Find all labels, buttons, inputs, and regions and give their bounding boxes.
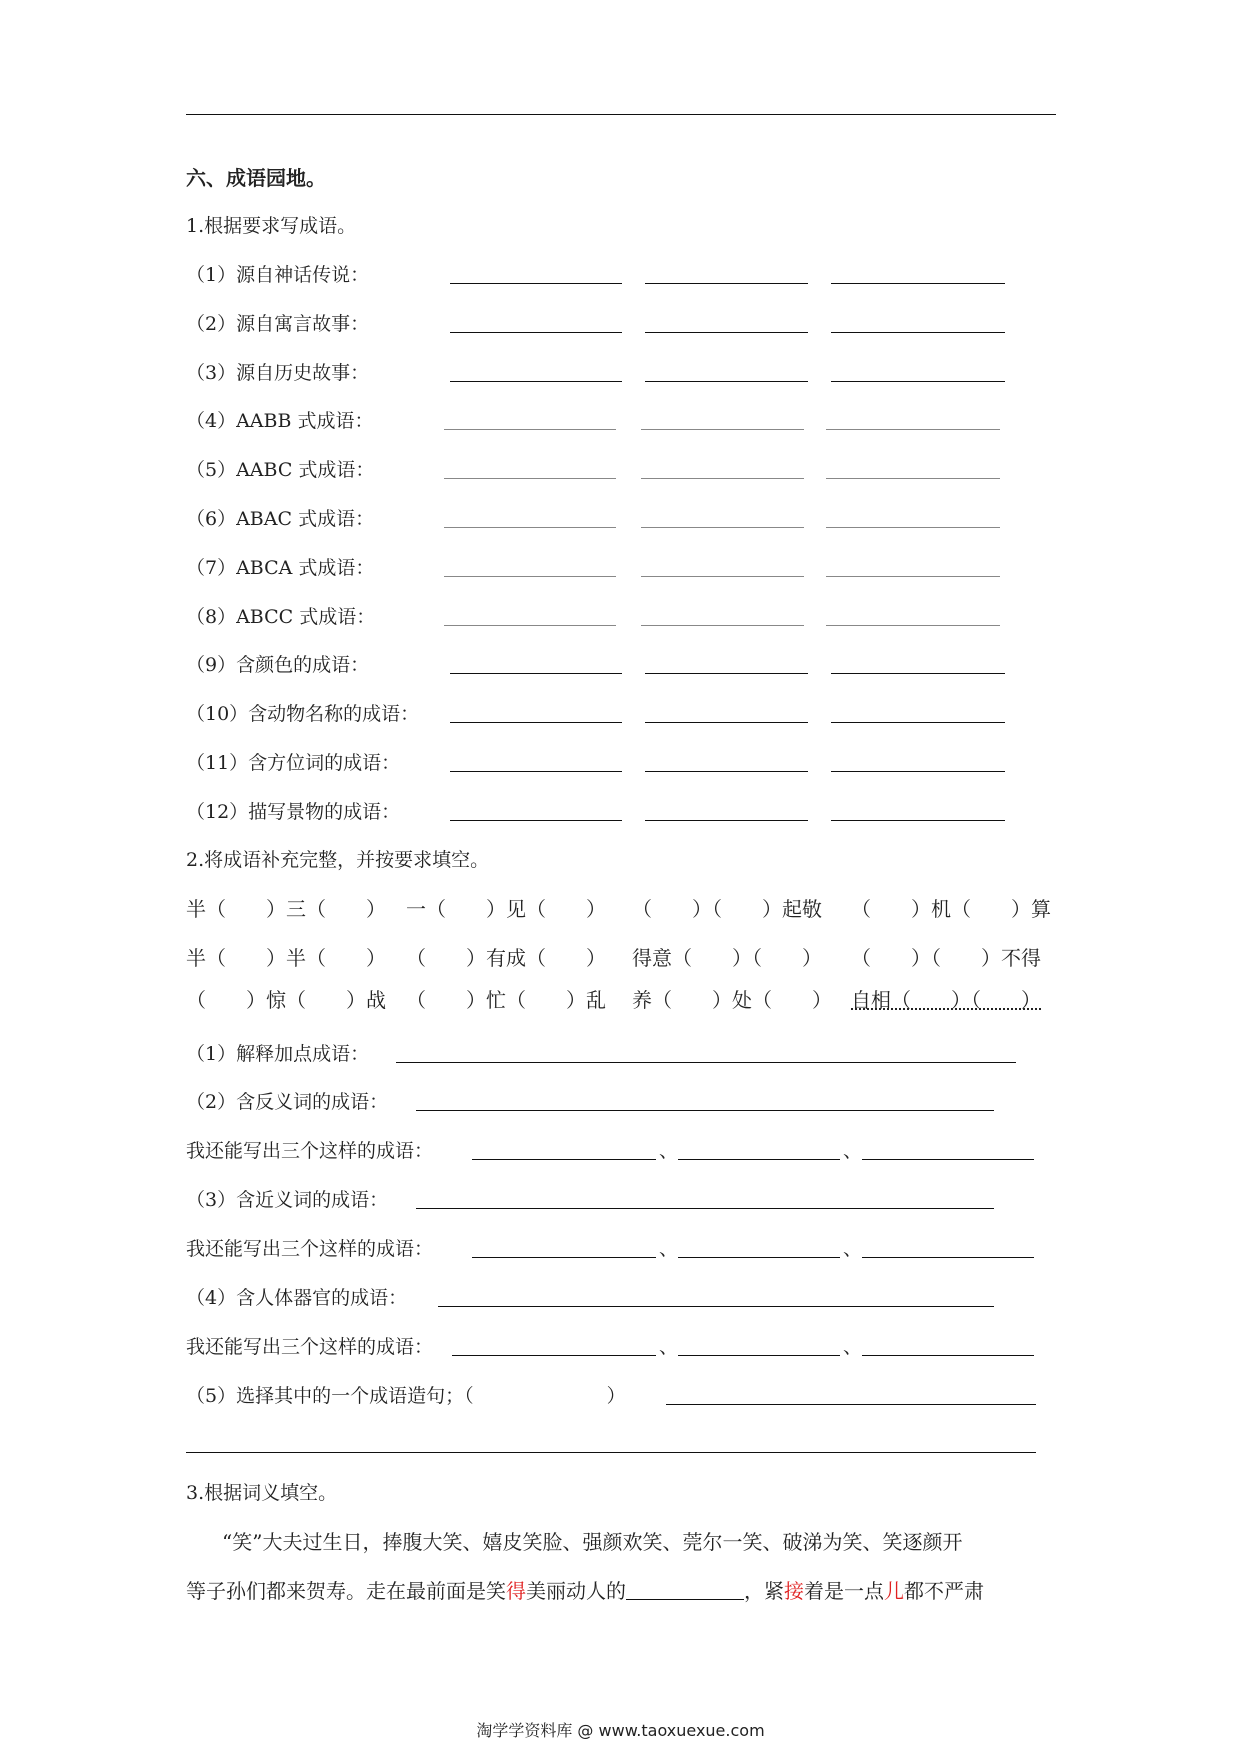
page-footer: 淘学学资料库 @ www.taoxuexue.com [476,1721,765,1740]
header-rule [186,114,1056,115]
q2-sub5-answer-line-2[interactable] [186,1452,1036,1453]
q1-answer-line-2[interactable] [645,722,808,723]
q1-title: 1.根据要求写成语。 [186,215,357,237]
q1-answer-line-3[interactable] [831,283,1005,284]
q1-answer-line-2[interactable] [645,673,808,674]
q2-idiom-cell[interactable]: 半（ ）三（ ） [186,897,386,921]
q2-sub4-more-label: 我还能写出三个这样的成语： [186,1336,434,1358]
q2-sub4-more-line-1[interactable] [452,1355,656,1356]
q2-sub5-label: （5）选择其中的一个成语造句；（ ） [186,1385,626,1407]
q1-answer-line-3[interactable] [831,332,1005,333]
q2-sub2-sep-1: 、 [659,1140,679,1162]
q1-answer-line-1[interactable] [450,771,622,772]
q1-answer-line-3[interactable] [831,381,1005,382]
q2-idiom-cell[interactable]: （ ）（ ）不得 [851,946,1041,970]
q1-item-label: （1）源自神话传说： [186,264,370,286]
q3-blank-1[interactable] [626,1579,744,1600]
section-title: 六、成语园地。 [186,166,326,190]
q1-answer-line-3[interactable] [831,722,1005,723]
q2-idiom-cell[interactable]: 一（ ）见（ ） [406,897,606,921]
q3-text-b: 美丽动人的 [526,1579,626,1603]
q3-highlight-1: 得 [506,1579,526,1603]
q3-title: 3.根据词义填空。 [186,1482,338,1504]
q2-sub3-more-line-2[interactable] [678,1257,840,1258]
q2-idiom-cell[interactable]: （ ）机（ ）算 [851,897,1051,921]
q2-idiom-cell[interactable]: （ ）（ ）起敬 [632,897,822,921]
q2-sub2-more-line-2[interactable] [678,1159,840,1160]
q3-highlight-3: 儿 [884,1579,904,1603]
q1-answer-line-3[interactable] [831,820,1005,821]
q2-sub3-more-label: 我还能写出三个这样的成语： [186,1238,434,1260]
q2-sub2-label: （2）含反义词的成语： [186,1091,389,1113]
q1-answer-line-2[interactable] [645,332,808,333]
q1-answer-line-1[interactable] [444,576,616,577]
q2-sub3-more-line-3[interactable] [862,1257,1034,1258]
q1-item-label: （6）ABAC 式成语： [186,508,375,530]
q2-sub3-sep-1: 、 [659,1238,679,1260]
q1-answer-line-1[interactable] [450,332,622,333]
q1-item-label: （12）描写景物的成语： [186,800,401,823]
q1-answer-line-1[interactable] [444,478,616,479]
q3-text-a: 等子孙们都来贺寿。走在最前面是笑 [186,1579,506,1603]
q2-sub4-more-line-3[interactable] [862,1355,1034,1356]
q1-answer-line-1[interactable] [450,722,622,723]
q3-paragraph-line-1: “笑”大夫过生日，捧腹大笑、嬉皮笑脸、强颜欢笑、莞尔一笑、破涕为笑、笑逐颜开 [222,1530,963,1554]
q3-text-e: 都不严肃 [904,1579,984,1603]
q1-answer-line-2[interactable] [645,283,808,284]
q2-sub3-more-line-1[interactable] [472,1257,656,1258]
q2-title: 2.将成语补充完整，并按要求填空。 [186,849,490,871]
q1-answer-line-1[interactable] [450,673,622,674]
q2-idiom-cell[interactable]: 自相（ ）（ ） [851,988,1041,1012]
q1-answer-line-3[interactable] [826,429,1000,430]
q1-item-label: （8）ABCC 式成语： [186,605,376,628]
q3-highlight-2: 接 [784,1579,804,1603]
q2-sub4-answer-line[interactable] [438,1306,994,1307]
q1-answer-line-2[interactable] [645,381,808,382]
q1-item-label: （2）源自寓言故事： [186,312,370,335]
q2-sub4-label: （4）含人体器官的成语： [186,1287,408,1309]
q1-answer-line-1[interactable] [444,429,616,430]
q3-paragraph-line-2 [186,1575,984,1604]
q1-answer-line-2[interactable] [645,820,808,821]
q1-item-label: （5）AABC 式成语： [186,459,375,482]
q1-item-label: （4）AABB 式成语： [186,410,374,433]
q2-sub1-answer-line[interactable] [396,1062,1016,1063]
q1-answer-line-3[interactable] [826,478,1000,479]
q1-answer-line-1[interactable] [450,381,622,382]
q2-sub2-more-line-1[interactable] [472,1159,656,1160]
q2-sub4-sep-1: 、 [659,1336,679,1358]
q1-item-label: （11）含方位词的成语： [186,752,401,774]
q3-text-d: 着是一点 [804,1579,884,1603]
q1-answer-line-1[interactable] [450,820,622,821]
q1-answer-line-1[interactable] [444,625,616,626]
q3-text-c: ，紧 [744,1579,784,1603]
q1-answer-line-3[interactable] [826,625,1000,626]
q1-answer-line-2[interactable] [641,478,804,479]
q2-sub2-more-line-3[interactable] [862,1159,1034,1160]
q2-sub4-more-line-2[interactable] [678,1355,840,1356]
q1-answer-line-2[interactable] [641,429,804,430]
q1-answer-line-2[interactable] [641,576,804,577]
q2-idiom-cell[interactable]: （ ）有成（ ） [406,946,606,970]
q1-answer-line-2[interactable] [641,527,804,528]
q1-item-label: （9）含颜色的成语： [186,654,370,677]
q2-sub5-answer-line[interactable] [666,1404,1036,1405]
q1-answer-line-1[interactable] [444,527,616,528]
q1-answer-line-3[interactable] [826,527,1000,528]
q2-idiom-cell[interactable]: 养（ ）处（ ） [632,988,832,1012]
q1-answer-line-3[interactable] [826,576,1000,577]
q2-sub3-sep-2: 、 [843,1238,863,1260]
q2-idiom-cell[interactable]: 半（ ）半（ ） [186,946,386,970]
q1-item-label: （3）源自历史故事： [186,361,370,384]
q1-item-label: （10）含动物名称的成语： [186,703,420,726]
q2-idiom-cell[interactable]: （ ）惊（ ）战 [186,988,386,1012]
q1-answer-line-1[interactable] [450,283,622,284]
q2-sub1-label: （1）解释加点成语： [186,1043,370,1065]
q2-sub2-more-label: 我还能写出三个这样的成语： [186,1140,434,1162]
q1-answer-line-3[interactable] [831,673,1005,674]
q1-answer-line-2[interactable] [645,771,808,772]
q2-sub2-answer-line[interactable] [416,1110,994,1111]
q2-idiom-cell[interactable]: 得意（ ）（ ） [632,946,822,970]
q2-sub3-answer-line[interactable] [416,1208,994,1209]
q2-sub2-sep-2: 、 [843,1140,863,1162]
q2-sub4-sep-2: 、 [843,1336,863,1358]
q2-idiom-cell[interactable]: （ ）忙（ ）乱 [406,988,606,1012]
q1-answer-line-2[interactable] [641,625,804,626]
q1-item-label: （7）ABCA 式成语： [186,556,375,579]
q2-sub3-label: （3）含近义词的成语： [186,1189,389,1211]
q1-answer-line-3[interactable] [831,771,1005,772]
